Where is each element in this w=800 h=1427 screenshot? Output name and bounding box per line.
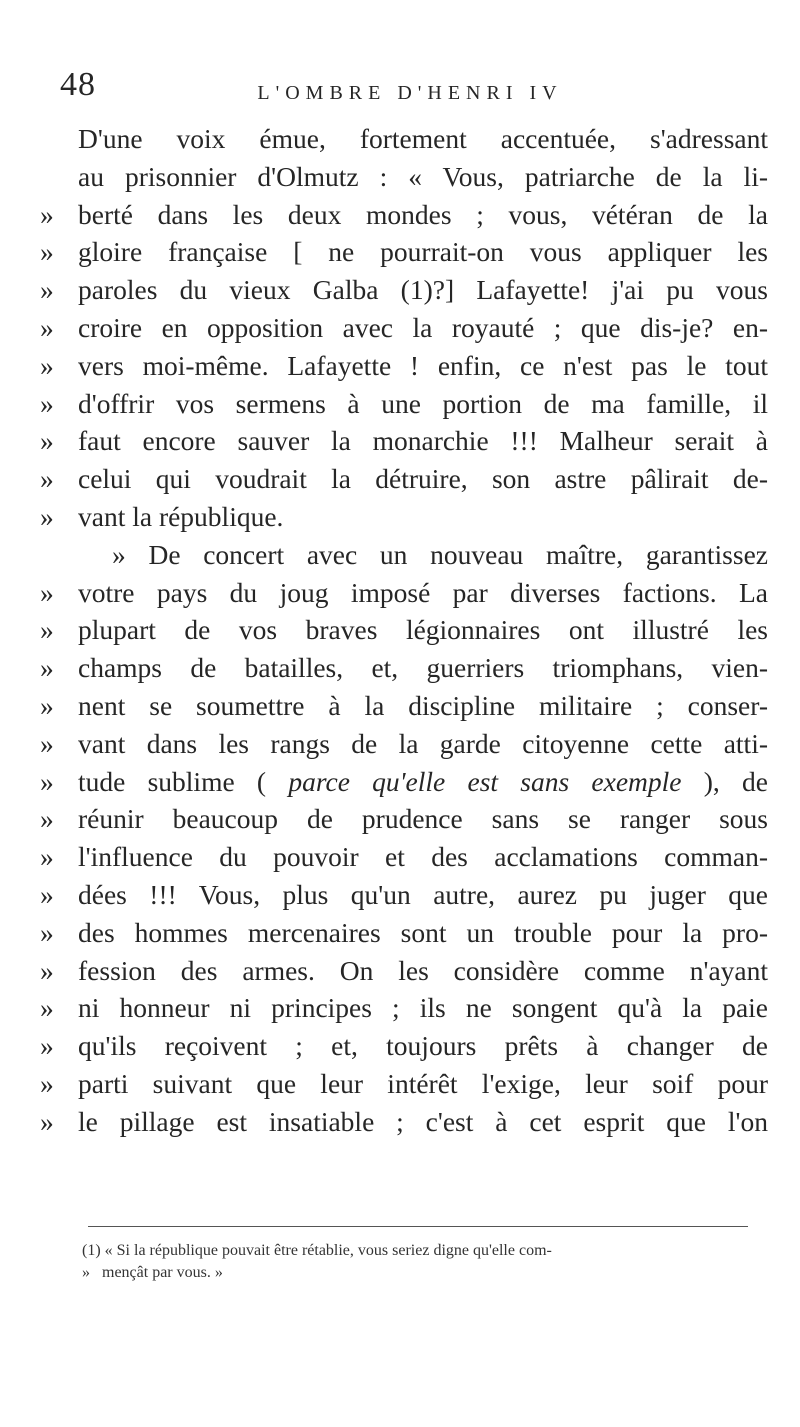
line-text: fession des armes. On les considère comme n'ayant [78, 954, 768, 986]
line-text: parti suivant que leur intérêt l'exige, leur soif pour [78, 1067, 768, 1099]
quote-mark: » [40, 614, 54, 646]
text-line [40, 725, 768, 763]
line-text: berté dans les deux mondes ; vous, vétéran de la [78, 198, 768, 230]
text-line [40, 385, 768, 423]
page-number: 48 [60, 66, 96, 103]
line-text: l'influence du pouvoir et des acclamations comman- [78, 841, 768, 873]
text-line [40, 120, 768, 158]
quote-mark: » [40, 803, 54, 835]
quote-mark: » [40, 425, 54, 457]
line-text: D'une voix émue, fortement accentuée, s'adressant [78, 123, 768, 154]
line-text: plupart de vos braves légionnaires ont illustré les [78, 614, 768, 646]
text-line [40, 536, 768, 574]
footnote-line [82, 1240, 772, 1262]
quote-mark: » [40, 689, 54, 721]
quote-mark: » [40, 1030, 54, 1062]
line-text: dées !!! Vous, plus qu'un autre, aurez pu juger que [78, 878, 768, 910]
quote-mark: » [40, 349, 54, 381]
text-line [40, 196, 768, 234]
line-text: faut encore sauver la monarchie !!! Malheur serait à [78, 425, 768, 457]
line-text: vant dans les rangs de la garde citoyenne cette atti- [78, 727, 768, 759]
line-text: gloire française [ ne pourrait-on vous appliquer les [78, 236, 768, 268]
text-line [40, 460, 768, 498]
text-line [40, 611, 768, 649]
text-line [40, 989, 768, 1027]
line-text: tude sublime ( parce qu'elle est sans exemple ), de [78, 765, 768, 797]
line-text: au prisonnier d'Olmutz : « Vous, patriarche de la li- [78, 160, 768, 192]
quote-mark: » [40, 1105, 54, 1137]
text-line [40, 309, 768, 347]
line-text: (1) « Si la république pouvait être rétablie, vous seriez digne qu'elle com- [82, 1242, 552, 1259]
text-line [40, 1103, 768, 1141]
line-text: le pillage est insatiable ; c'est à cet esprit que l'on [78, 1105, 768, 1137]
text-line [40, 498, 768, 536]
quote-mark: » [82, 1264, 90, 1281]
text-line [40, 271, 768, 309]
text-line [40, 876, 768, 914]
quote-mark: » [40, 727, 54, 759]
quote-mark: » [40, 841, 54, 873]
quote-mark: » [40, 274, 54, 306]
line-text: paroles du vieux Galba (1)?] Lafayette! j'ai pu vous [78, 274, 768, 306]
quote-mark: » [40, 311, 54, 343]
quote-mark: » [40, 916, 54, 948]
italic-phrase: parce qu'elle est sans exemple [288, 765, 682, 797]
quote-mark: » [40, 198, 54, 230]
quote-mark: » [40, 954, 54, 986]
text-line [40, 574, 768, 612]
text-line [40, 952, 768, 990]
line-text: ni honneur ni principes ; ils ne songent qu'à la paie [78, 992, 768, 1024]
line-text: des hommes mercenaires sont un trouble pour la pro- [78, 916, 768, 948]
line-text: réunir beaucoup de prudence sans se ranger sous [78, 803, 768, 835]
footnote-line [82, 1262, 772, 1284]
quote-mark: » [40, 463, 54, 495]
line-text: » De concert avec un nouveau maître, garantissez [112, 538, 768, 570]
text-line [40, 800, 768, 838]
line-text: vant la république. [78, 500, 284, 532]
text-line [40, 422, 768, 460]
line-text: vers moi-même. Lafayette ! enfin, ce n'est pas le tout [78, 349, 768, 381]
text-line [40, 914, 768, 952]
quote-mark: » [40, 878, 54, 910]
footnote-rule [88, 1226, 748, 1227]
text-line [40, 158, 768, 196]
running-head: L'OMBRE D'HENRI IV [257, 82, 563, 104]
line-text: qu'ils reçoivent ; et, toujours prêts à changer de [78, 1030, 768, 1062]
quote-mark: » [40, 236, 54, 268]
text-line [40, 1027, 768, 1065]
line-text: nent se soumettre à la discipline militaire ; conser- [78, 689, 768, 721]
quote-mark: » [40, 765, 54, 797]
text-line [40, 347, 768, 385]
quote-mark: » [40, 652, 54, 684]
line-text: croire en opposition avec la royauté ; que dis-je? en- [78, 311, 768, 343]
line-text: celui qui voudrait la détruire, son astre pâlirait de- [78, 463, 768, 495]
quote-mark: » [40, 387, 54, 419]
quote-mark: » [40, 992, 54, 1024]
text-line [40, 687, 768, 725]
text-line [40, 649, 768, 687]
text-line [40, 763, 768, 801]
text-line [40, 1065, 768, 1103]
page-header [60, 66, 760, 112]
quote-mark: » [40, 576, 54, 608]
quote-mark: » [40, 500, 54, 532]
line-text: votre pays du joug imposé par diverses factions. La [78, 576, 768, 608]
text-line [40, 233, 768, 271]
body-text [40, 120, 768, 1141]
line-text: mençât par vous. » [102, 1264, 223, 1281]
footnote [82, 1240, 772, 1284]
line-text: champs de batailles, et, guerriers triomphans, vien- [78, 652, 768, 684]
text-line [40, 838, 768, 876]
quote-mark: » [40, 1067, 54, 1099]
line-text: d'offrir vos sermens à une portion de ma famille, il [78, 387, 768, 419]
